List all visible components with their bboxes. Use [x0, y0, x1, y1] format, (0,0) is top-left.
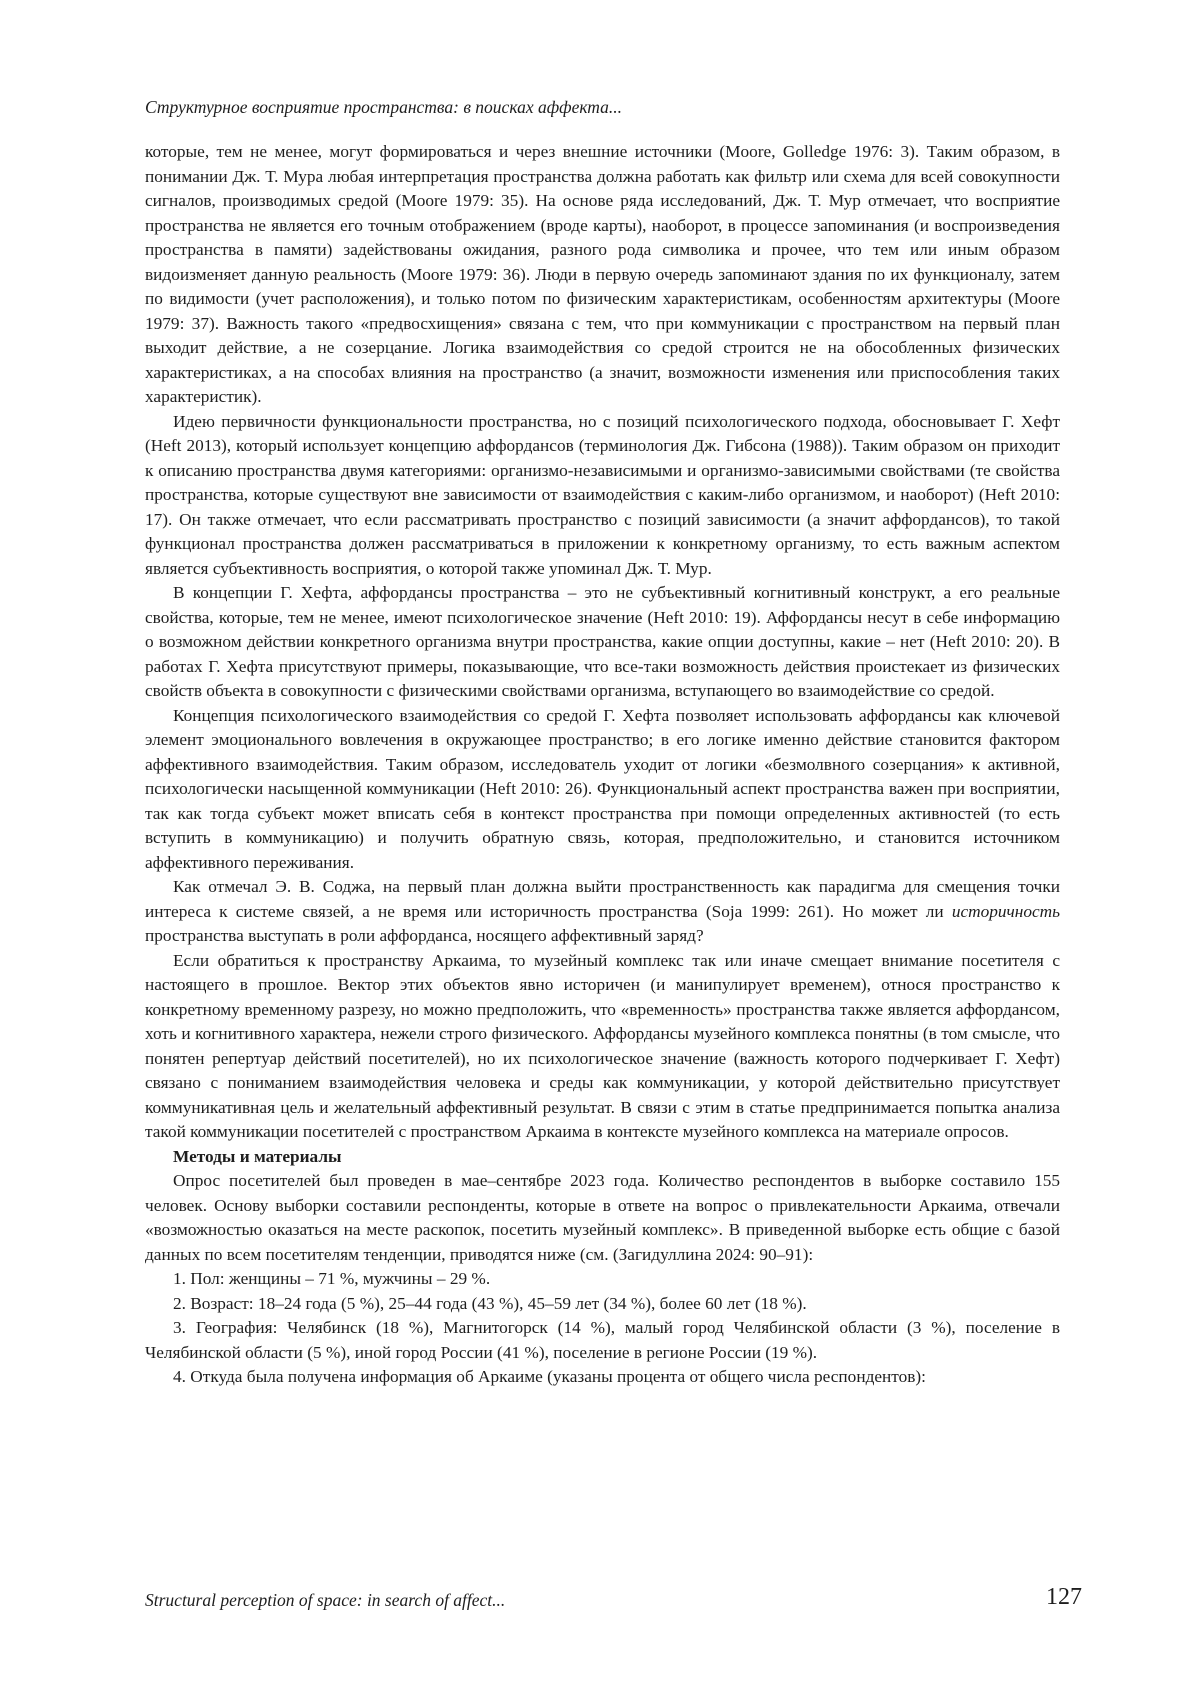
paragraph: Если обратиться к пространству Аркаима, то музейный комплекс так или иначе смещает внимание посетителя с настоящего в прошлое. Вектор этих объектов явно историчен (и манипулирует временем), относя пространство к конкретному временному разрезу, но можно предположить, что «временность» пространства также является аффордансом, хоть и когнитивного характера, нежели строго физического. Аффордансы музейного комплекса понятны (в том смысле, что понятен репертуар действий посетителей), но их психологическое значение (важность которого подчеркивает Г. Хефт) связано с пониманием взаимодействия человека и среды как коммуникации, у которой действительно присутствует коммуникативная цель и желательный аффективный результат. В связи с этим в статье предпринимается попытка анализа такой коммуникации посетителей с пространством Аркаима в контексте музейного комплекса на материале опросов. — [145, 950, 1060, 1141]
list-item: 2. Возраст: 18–24 года (5 %), 25–44 года (43 %), 45–59 лет (34 %), более 60 лет (18 %). — [173, 1293, 807, 1313]
paragraph: Идею первичности функциональности пространства, но с позиций психологического подхода, обосновывает Г. Хефт (Heft 2013), который использует концепцию аффордансов (терминология Дж. Гибсона (1988)). Таким образом он приходит к описанию пространства двумя категориями: организмо-независимыми и организмо-зависимыми свойствами (те свойства пространства, которые существуют вне зависимости от взаимодействия с каким-либо организмом, и наоборот) (Heft 2010: 17). Он также отмечает, что если рассматривать пространство с позиций зависимости (а значит аффордансов), то такой функционал пространства должен рассматриваться в приложении к конкретному организму, то есть важным аспектом является субъективность восприятия, о которой также упоминал Дж. Т. Мур. — [145, 411, 1060, 578]
emphasized-term: историчность — [951, 901, 1060, 921]
paragraph — [145, 875, 1060, 949]
paragraph: В концепции Г. Хефта, аффордансы пространства – это не субъективный когнитивный конструкт, а его реальные свойства, которые, тем не менее, имеют психологическое значение (Heft 2010: 19). Аффордансы несут в себе информацию о возможном действии конкретного организма внутри пространства, какие опции доступны, какие – нет (Heft 2010: 20). В работах Г. Хефта присутствуют примеры, показывающие, что все-таки возможность действия проистекает из физических свойств объекта в совокупности с физическими свойствами организма, вступающего во взаимодействие со средой. — [145, 583, 1060, 700]
page-number: 127 — [1046, 1584, 1082, 1610]
running-header: Структурное восприятие пространства: в поисках аффекта... — [145, 97, 623, 117]
paragraph-text: Как отмечал Э. В. Соджа, на первый план должна выйти пространственность как парадигма для смещения точки интереса к системе связей, а не время или историчность пространства (Soja 1999: 261). Но может ли — [145, 877, 1060, 921]
paragraph: Концепция психологического взаимодействия со средой Г. Хефта позволяет использовать аффордансы как ключевой элемент эмоционального вовлечения в окружающее пространство; в его логике именно действие становится фактором аффективного взаимодействия. Таким образом, исследователь уходит от логики «безмолвного созерцания» к активной, психологически насыщенной коммуникации (Heft 2010: 26). Функциональный аспект пространства важен при восприятии, так как тогда субъект может вписать себя в контекст пространства при помощи определенных активностей (то есть вступить в коммуникацию) и получить обратную связь, которая, предположительно, и становится источником аффективного переживания. — [145, 705, 1060, 872]
paragraph: Опрос посетителей был проведен в мае–сентябре 2023 года. Количество респондентов в выборке составило 155 человек. Основу выборки составили респонденты, которые в ответе на вопрос о привлекательности Аркаима, отвечали «возможностью оказаться на месте раскопок, посетить музейный комплекс». В приведенной выборке есть общие с базой данных по всем посетителям тенденции, приводятся ниже (см. (Загидуллина 2024: 90–91): — [145, 1171, 1060, 1264]
paragraph-text: пространства выступать в роли аффорданса, носящего аффективный заряд? — [145, 926, 704, 945]
list-item: 1. Пол: женщины – 71 %, мужчины – 29 %. — [173, 1269, 491, 1288]
article-body — [145, 140, 1060, 1390]
paragraph: которые, тем не менее, могут формироваться и через внешние источники (Moore, Golledge 1976: 3). Таким образом, в понимании Дж. Т. Мура любая интерпретация пространства должна работать как фильтр или схема для всей совокупности сигналов, производимых средой (Moore 1979: 35). На основе ряда исследований, Дж. Т. Мур отмечает, что восприятие пространства не является его точным отображением (вроде карты), наоборот, в процессе запоминания (и воспроизведения пространства в памяти) задействованы ожидания, разного рода символика и прочее, что тем или иным образом видоизменяет данную реальность (Moore 1979: 36). Люди в первую очередь запоминают здания по их функционалу, затем по видимости (учет расположения), и только потом по физическим характеристикам, особенностям архитектуры (Moore 1979: 37). Важность такого «предвосхищения» связана с тем, что при коммуникации с пространством на первый план выходит действие, а не созерцание. Логика взаимодействия со средой строится не на обособленных физических характеристиках, а на способах влияния на пространство (а значит, возможности изменения или приспособления таких характеристик). — [145, 142, 1060, 406]
running-footer: Structural perception of space: in search of affect... — [145, 1590, 506, 1610]
list-item: 4. Откуда была получена информация об Аркаиме (указаны процента от общего числа респондентов): — [173, 1367, 926, 1386]
section-heading: Методы и материалы — [173, 1146, 342, 1166]
list-item: 3. География: Челябинск (18 %), Магнитогорск (14 %), малый город Челябинской области (3 %), поселение в Челябинской области (5 %), иной город России (41 %), поселение в регионе России (19 %). — [145, 1318, 1060, 1362]
